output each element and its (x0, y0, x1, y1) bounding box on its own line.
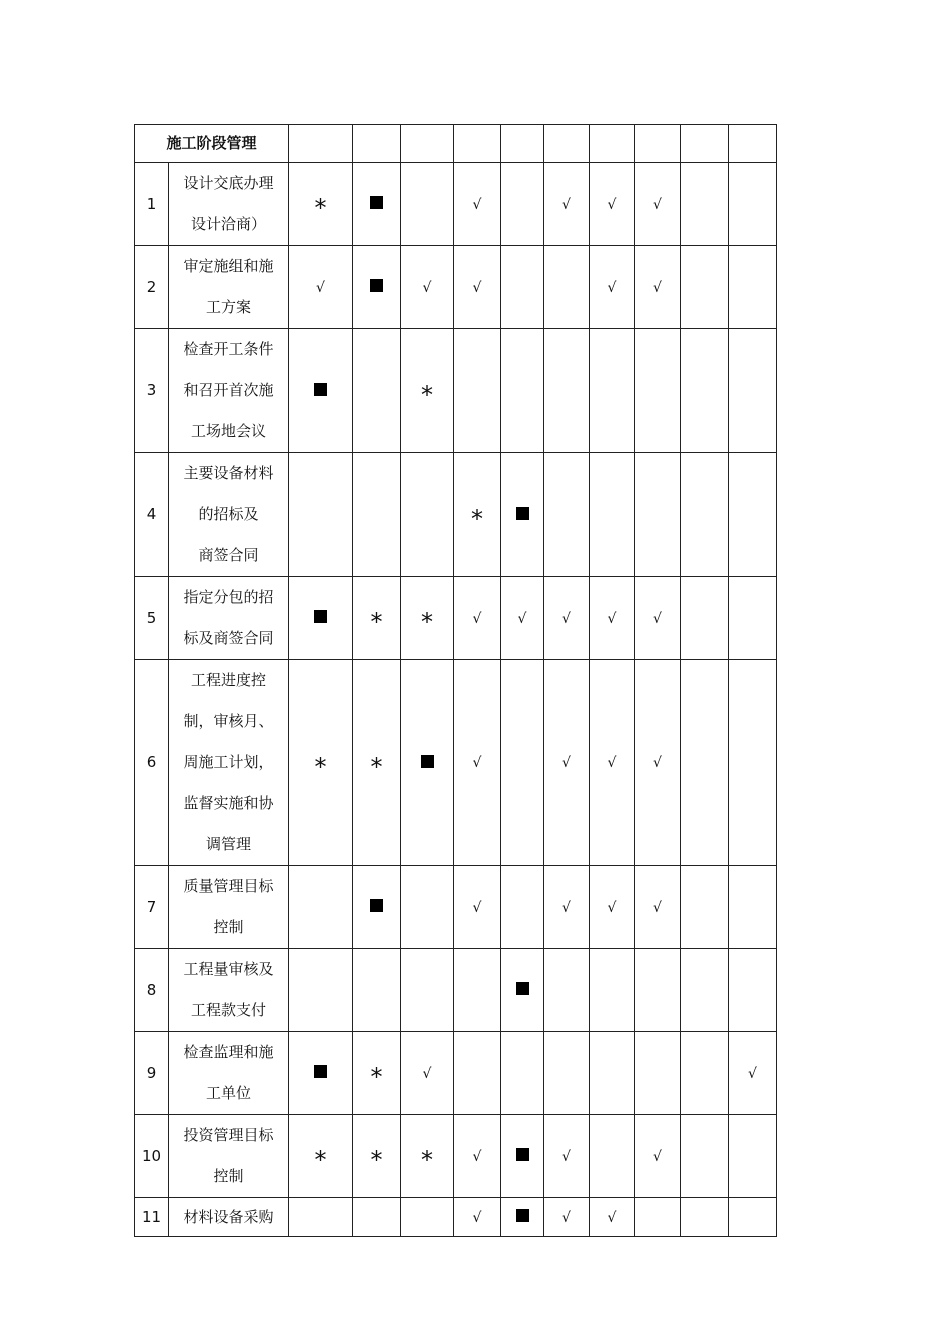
task-line: 质量管理目标 (183, 877, 274, 895)
check-mark-icon: √ (653, 755, 662, 771)
asterisk-icon: * (421, 380, 434, 409)
row-number: 5 (135, 577, 169, 660)
task-line: 检查开工条件 (183, 340, 274, 358)
task-line: 审定施组和施 (183, 257, 274, 275)
empty-cell (454, 949, 501, 1032)
task-line: 工程量审核及 (183, 960, 274, 978)
asterisk-icon: * (370, 1063, 383, 1091)
empty-cell (635, 949, 681, 1032)
empty-cell (590, 329, 635, 453)
task-name (169, 577, 289, 660)
box-mark-cell (401, 660, 454, 866)
task-name (169, 1115, 289, 1198)
task-line: 的招标及 (198, 505, 259, 523)
check-mark-cell (635, 1115, 681, 1198)
empty-cell (544, 246, 590, 329)
check-mark-icon: √ (562, 1148, 571, 1165)
check-mark-cell (544, 866, 590, 949)
empty-cell (681, 577, 729, 660)
box-mark-cell (501, 1198, 544, 1237)
check-mark-cell (544, 1198, 590, 1237)
filled-square-icon (314, 383, 327, 396)
task-line: 调管理 (206, 835, 252, 853)
empty-cell (353, 453, 401, 577)
empty-cell (501, 866, 544, 949)
task-line: 投资管理目标 (183, 1126, 274, 1144)
empty-cell (401, 949, 454, 1032)
row-number: 10 (135, 1115, 169, 1198)
check-mark-icon: √ (472, 196, 482, 213)
check-mark-icon: √ (562, 1209, 571, 1226)
check-mark-cell (544, 1115, 590, 1198)
star-mark-cell (289, 660, 353, 866)
table-row (135, 453, 777, 577)
filled-square-icon (370, 899, 383, 912)
empty-cell (681, 949, 729, 1032)
empty-cell (401, 1198, 454, 1237)
filled-square-icon (516, 1209, 529, 1222)
table-row (135, 1198, 777, 1237)
filled-square-icon (314, 610, 327, 623)
header-cell (353, 125, 401, 163)
check-mark-cell (401, 246, 454, 329)
asterisk-icon: * (471, 504, 484, 533)
empty-cell (729, 577, 777, 660)
check-mark-icon: √ (316, 279, 325, 296)
check-mark-icon: √ (607, 899, 617, 916)
check-mark-icon: √ (562, 755, 571, 771)
empty-cell (681, 246, 729, 329)
box-mark-cell (289, 1032, 353, 1115)
check-mark-cell (454, 1115, 501, 1198)
row-number: 8 (135, 949, 169, 1032)
star-mark-cell (353, 1115, 401, 1198)
row-number: 1 (135, 163, 169, 246)
section-title: 施工阶段管理 (135, 125, 289, 163)
empty-cell (353, 1198, 401, 1237)
check-mark-cell (544, 163, 590, 246)
task-line: 检查监理和施 (183, 1043, 274, 1061)
check-mark-icon: √ (562, 196, 571, 213)
check-mark-icon: √ (653, 196, 662, 213)
table-row (135, 246, 777, 329)
star-mark-cell (454, 453, 501, 577)
empty-cell (729, 329, 777, 453)
table-row (135, 163, 777, 246)
task-line: 工方案 (206, 298, 252, 316)
star-mark-cell (401, 577, 454, 660)
empty-cell (681, 1032, 729, 1115)
table-row (135, 1115, 777, 1198)
star-mark-cell (289, 163, 353, 246)
box-mark-cell (501, 453, 544, 577)
table-row (135, 660, 777, 866)
check-mark-icon: √ (562, 610, 571, 627)
check-mark-cell (454, 1198, 501, 1237)
check-mark-cell (590, 1198, 635, 1237)
task-name (169, 660, 289, 866)
empty-cell (729, 453, 777, 577)
check-mark-icon: √ (653, 610, 662, 627)
row-number: 9 (135, 1032, 169, 1115)
responsibility-matrix-table (134, 124, 777, 1237)
task-name (169, 866, 289, 949)
empty-cell (729, 163, 777, 246)
header-cell (635, 125, 681, 163)
check-mark-cell (590, 163, 635, 246)
empty-cell (635, 453, 681, 577)
empty-cell (729, 866, 777, 949)
check-mark-cell (454, 163, 501, 246)
table-row (135, 949, 777, 1032)
empty-cell (590, 453, 635, 577)
table-row (135, 1032, 777, 1115)
box-mark-cell (501, 1115, 544, 1198)
check-mark-cell (635, 660, 681, 866)
check-mark-cell (635, 163, 681, 246)
check-mark-icon: √ (653, 899, 662, 916)
empty-cell (681, 660, 729, 866)
asterisk-icon: * (421, 1146, 434, 1174)
empty-cell (401, 453, 454, 577)
empty-cell (590, 949, 635, 1032)
box-mark-cell (289, 329, 353, 453)
header-cell (501, 125, 544, 163)
check-mark-cell (729, 1032, 777, 1115)
header-cell (681, 125, 729, 163)
empty-cell (353, 329, 401, 453)
empty-cell (289, 949, 353, 1032)
header-cell (729, 125, 777, 163)
task-name (169, 163, 289, 246)
check-mark-cell (544, 660, 590, 866)
table-row (135, 866, 777, 949)
row-number: 11 (135, 1198, 169, 1237)
asterisk-icon: * (370, 752, 383, 781)
empty-cell (729, 1198, 777, 1237)
check-mark-cell (635, 866, 681, 949)
filled-square-icon (314, 1065, 327, 1078)
task-line: 工程款支付 (191, 1001, 267, 1019)
table-row (135, 329, 777, 453)
box-mark-cell (353, 246, 401, 329)
empty-cell (289, 866, 353, 949)
empty-cell (544, 329, 590, 453)
check-mark-icon: √ (472, 899, 482, 916)
empty-cell (289, 1198, 353, 1237)
empty-cell (681, 1198, 729, 1237)
check-mark-cell (544, 577, 590, 660)
empty-cell (289, 453, 353, 577)
empty-cell (401, 163, 454, 246)
check-mark-icon: √ (472, 610, 482, 627)
task-line: 制，审核月、 (183, 712, 274, 730)
check-mark-icon: √ (607, 610, 617, 627)
asterisk-icon: * (314, 1146, 327, 1174)
filled-square-icon (516, 507, 529, 520)
filled-square-icon (516, 1148, 529, 1161)
header-cell (590, 125, 635, 163)
check-mark-cell (590, 660, 635, 866)
check-mark-icon: √ (472, 1209, 482, 1226)
check-mark-cell (590, 577, 635, 660)
empty-cell (681, 329, 729, 453)
asterisk-icon: * (370, 1146, 383, 1174)
empty-cell (544, 949, 590, 1032)
header-cell (544, 125, 590, 163)
check-mark-icon: √ (422, 279, 432, 296)
box-mark-cell (501, 949, 544, 1032)
empty-cell (501, 163, 544, 246)
empty-cell (544, 453, 590, 577)
filled-square-icon (516, 982, 529, 995)
check-mark-icon: √ (748, 1065, 757, 1082)
task-line: 控制 (213, 1167, 244, 1185)
filled-square-icon (370, 196, 383, 209)
task-name (169, 453, 289, 577)
star-mark-cell (289, 1115, 353, 1198)
check-mark-cell (635, 577, 681, 660)
empty-cell (454, 329, 501, 453)
star-mark-cell (401, 1115, 454, 1198)
check-mark-icon: √ (607, 1209, 617, 1226)
check-mark-cell (454, 660, 501, 866)
empty-cell (454, 1032, 501, 1115)
check-mark-cell (635, 246, 681, 329)
task-line: 周施工计划， (183, 753, 274, 771)
task-line: 工场地会议 (191, 422, 267, 440)
empty-cell (635, 329, 681, 453)
star-mark-cell (353, 660, 401, 866)
task-line: 材料设备采购 (183, 1208, 274, 1226)
empty-cell (501, 1032, 544, 1115)
task-line: 商签合同 (198, 546, 259, 564)
box-mark-cell (353, 163, 401, 246)
check-mark-icon: √ (517, 610, 527, 627)
check-mark-icon: √ (472, 755, 482, 771)
empty-cell (501, 660, 544, 866)
box-mark-cell (353, 866, 401, 949)
check-mark-icon: √ (653, 1148, 662, 1165)
empty-cell (681, 1115, 729, 1198)
table-row (135, 577, 777, 660)
row-number: 6 (135, 660, 169, 866)
empty-cell (681, 453, 729, 577)
task-line: 主要设备材料 (183, 464, 274, 482)
check-mark-cell (454, 577, 501, 660)
filled-square-icon (421, 755, 434, 768)
check-mark-cell (590, 866, 635, 949)
empty-cell (635, 1198, 681, 1237)
section-header-row (135, 125, 777, 163)
check-mark-icon: √ (607, 279, 617, 296)
header-cell (454, 125, 501, 163)
empty-cell (681, 163, 729, 246)
empty-cell (729, 246, 777, 329)
filled-square-icon (370, 279, 383, 292)
empty-cell (681, 866, 729, 949)
empty-cell (353, 949, 401, 1032)
check-mark-cell (289, 246, 353, 329)
check-mark-icon: √ (472, 279, 482, 296)
asterisk-icon: * (314, 194, 327, 222)
task-line: 控制 (213, 918, 244, 936)
empty-cell (501, 329, 544, 453)
task-line: 设计洽商） (191, 215, 267, 233)
task-name (169, 1198, 289, 1237)
task-name (169, 1032, 289, 1115)
check-mark-icon: √ (422, 1065, 432, 1082)
row-number: 2 (135, 246, 169, 329)
star-mark-cell (401, 329, 454, 453)
task-name (169, 949, 289, 1032)
check-mark-icon: √ (607, 196, 617, 213)
task-line: 监督实施和协 (183, 794, 274, 812)
check-mark-cell (401, 1032, 454, 1115)
empty-cell (729, 949, 777, 1032)
task-line: 工单位 (206, 1084, 252, 1102)
check-mark-icon: √ (472, 1148, 482, 1165)
task-line: 指定分包的招 (183, 588, 274, 606)
row-number: 7 (135, 866, 169, 949)
box-mark-cell (289, 577, 353, 660)
star-mark-cell (353, 577, 401, 660)
task-name (169, 246, 289, 329)
row-number: 4 (135, 453, 169, 577)
empty-cell (401, 866, 454, 949)
empty-cell (729, 660, 777, 866)
check-mark-icon: √ (562, 899, 571, 916)
empty-cell (501, 246, 544, 329)
row-number: 3 (135, 329, 169, 453)
task-line: 设计交底办理 (183, 174, 274, 192)
task-name (169, 329, 289, 453)
check-mark-cell (454, 246, 501, 329)
empty-cell (590, 1115, 635, 1198)
task-line: 工程进度控 (191, 671, 267, 689)
check-mark-cell (454, 866, 501, 949)
asterisk-icon: * (421, 608, 434, 636)
asterisk-icon: * (370, 608, 383, 636)
empty-cell (729, 1115, 777, 1198)
task-line: 和召开首次施 (183, 381, 274, 399)
check-mark-icon: √ (653, 279, 662, 296)
check-mark-cell (501, 577, 544, 660)
task-line: 标及商签合同 (183, 629, 274, 647)
asterisk-icon: * (314, 752, 327, 781)
check-mark-cell (590, 246, 635, 329)
header-cell (289, 125, 353, 163)
empty-cell (544, 1032, 590, 1115)
header-cell (401, 125, 454, 163)
check-mark-icon: √ (607, 755, 617, 771)
star-mark-cell (353, 1032, 401, 1115)
empty-cell (590, 1032, 635, 1115)
empty-cell (635, 1032, 681, 1115)
